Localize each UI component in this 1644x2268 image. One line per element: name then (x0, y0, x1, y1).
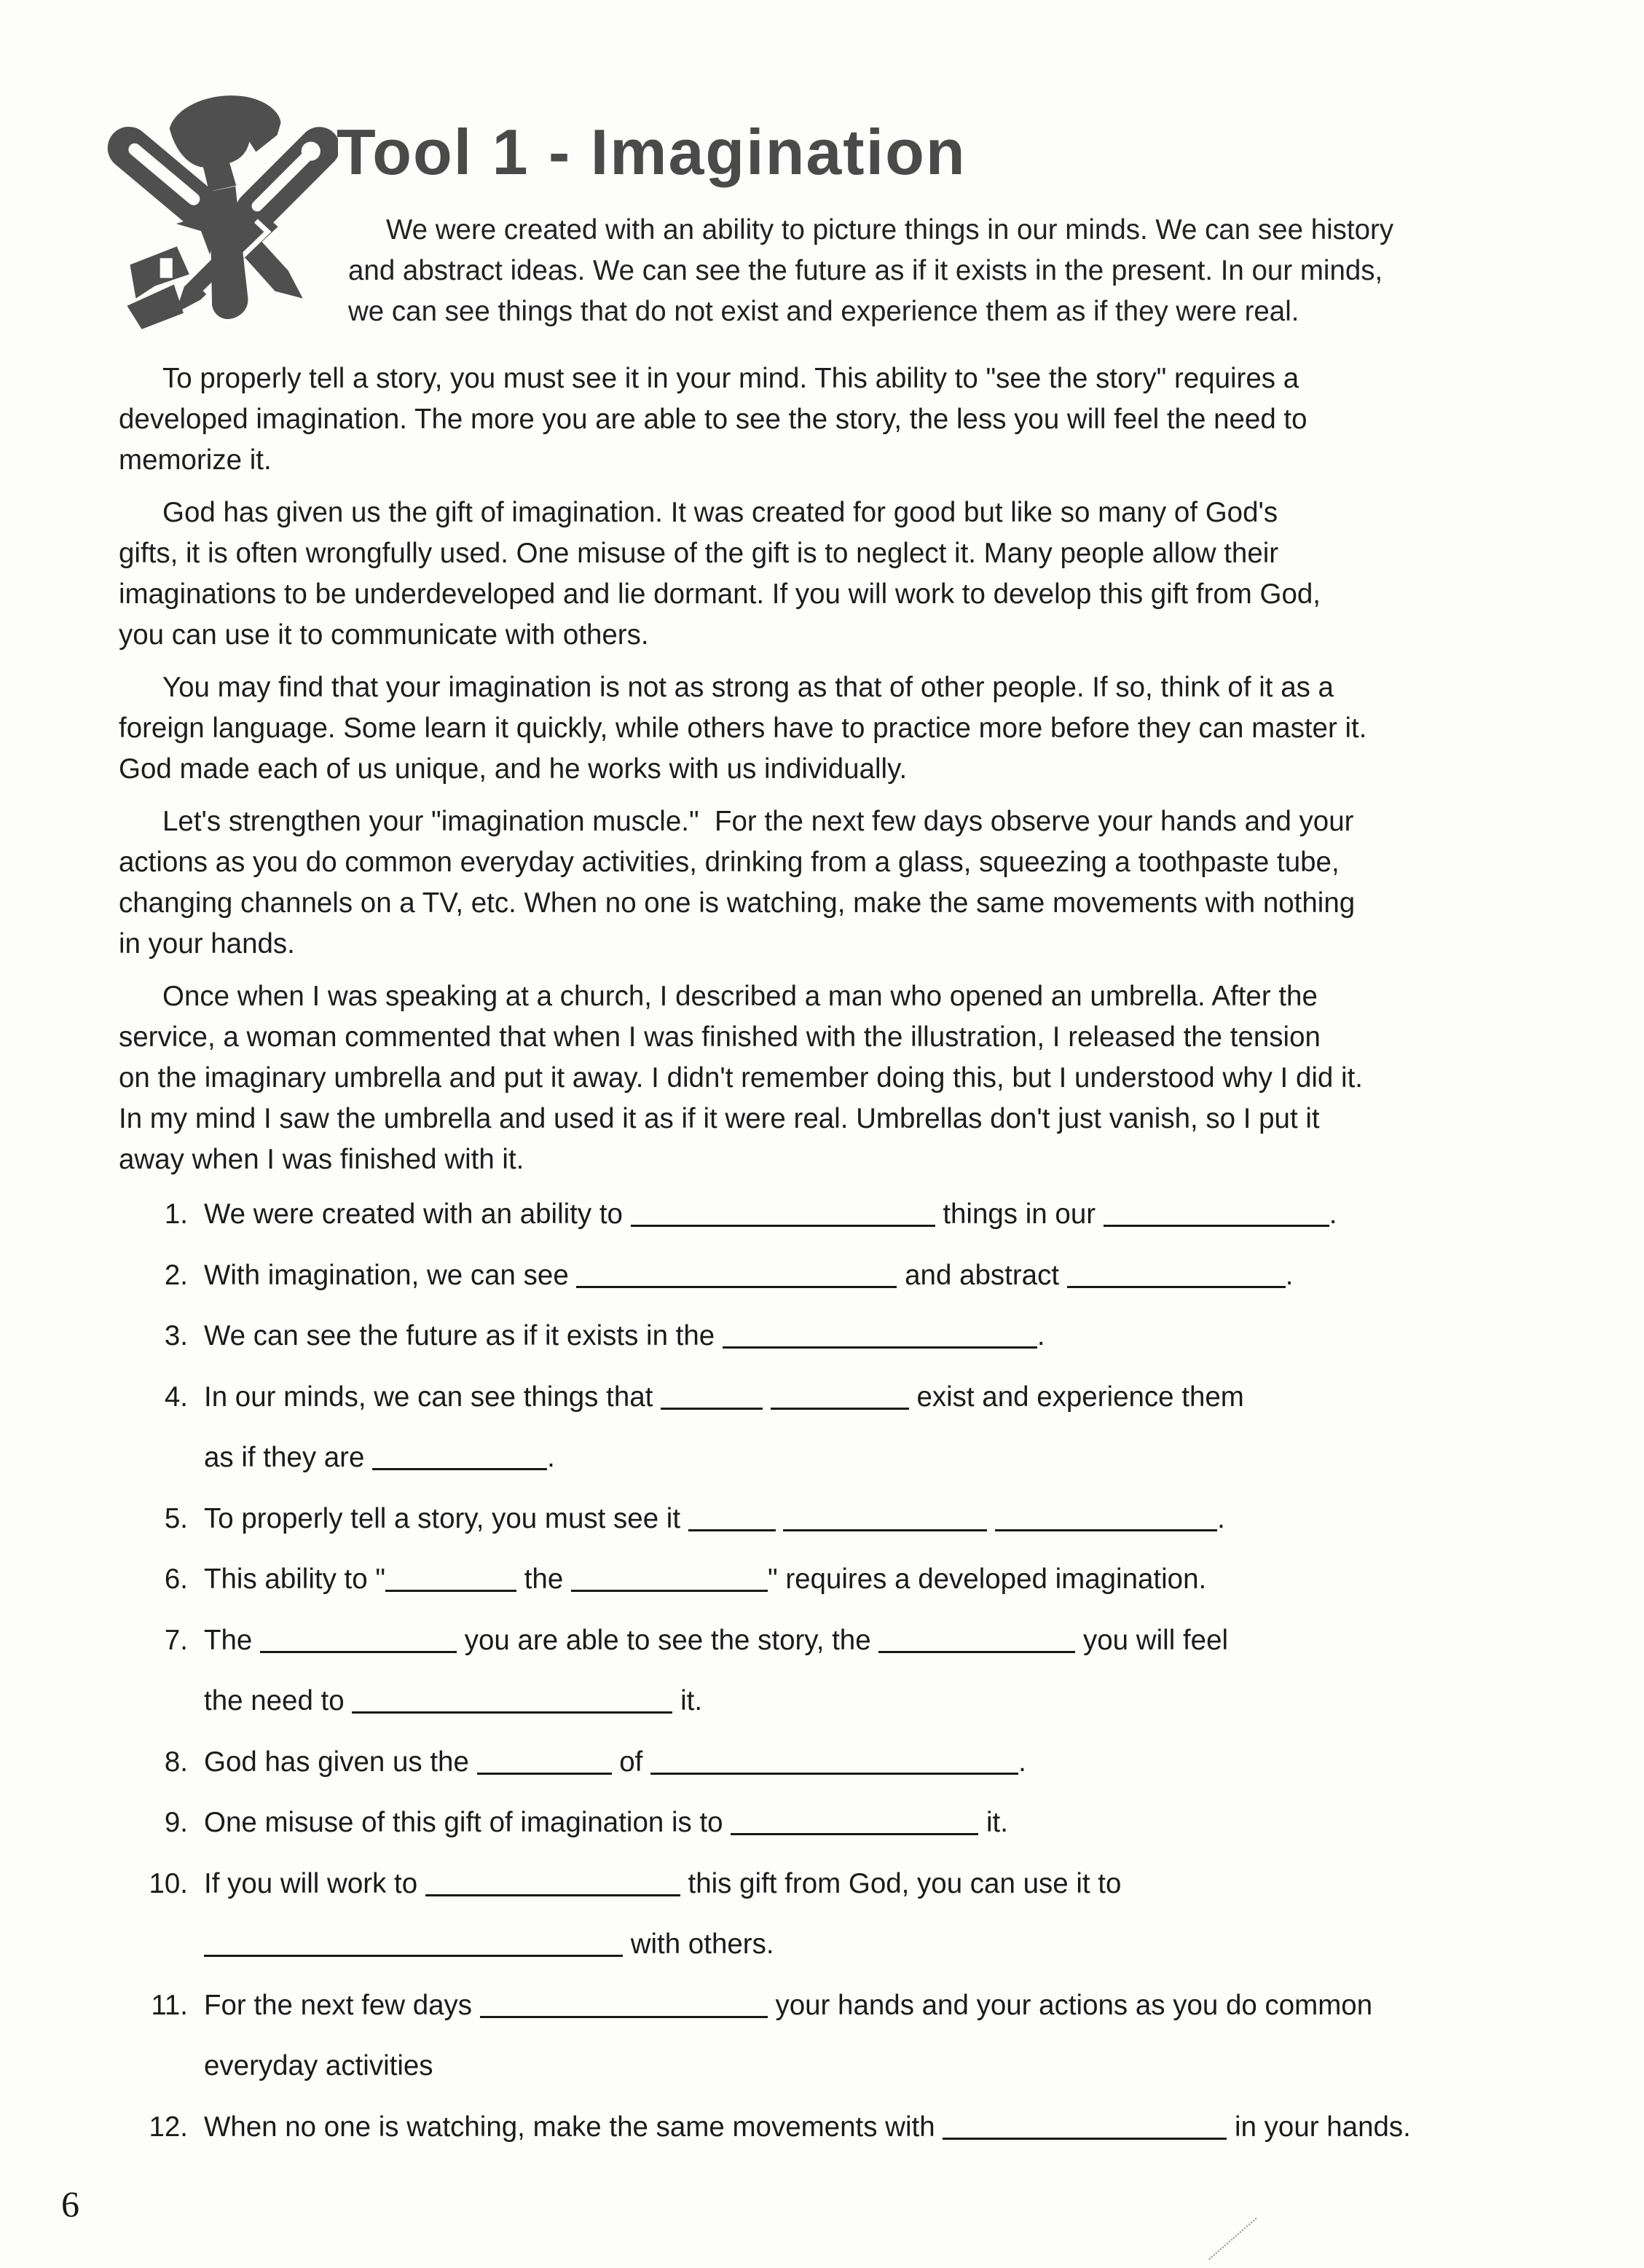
question-text-segment (776, 1503, 784, 1534)
blank-line (661, 1399, 763, 1410)
question-text-segment: and abstract (897, 1259, 1067, 1291)
blank-line (571, 1581, 768, 1592)
question-line (0, 2050, 1644, 2111)
question-line (0, 1198, 1644, 1260)
paragraph-line: In my mind I saw the umbrella and used it as if it were real. Umbrellas don't just vanish, so I put it (119, 1103, 1320, 1134)
paragraph-line: on the imaginary umbrella and put it away. I didn't remember doing this, but I understood why I did it. (119, 1062, 1363, 1094)
question-text-segment: this gift from God, you can use it to (680, 1867, 1122, 1899)
intro-line: we can see things that do not exist and experience them as if they were real. (348, 296, 1299, 327)
blank-line (477, 1764, 612, 1775)
question-text (204, 1990, 1372, 2022)
questions-list (0, 1198, 1644, 2172)
question-text-segment: To properly tell a story, you must see it (204, 1502, 688, 1534)
question-text-segment: This ability to " (204, 1563, 386, 1595)
paragraph-line: developed imagination. The more you are able to see the story, the less you will feel the need to (119, 404, 1307, 435)
question-number: 6. (164, 1563, 188, 1595)
question-text (204, 1928, 774, 1961)
question-text-segment: The (204, 1624, 261, 1656)
crossed-tools-icon (67, 80, 338, 344)
blank-line (260, 1642, 457, 1653)
question-number: 5. (164, 1502, 188, 1534)
question-line (0, 1563, 1644, 1625)
question-line (0, 1746, 1644, 1808)
question-text (204, 1442, 555, 1474)
paragraph-line: imaginations to be underdeveloped and lie dormant. If you will work to develop this gift from God, (119, 578, 1321, 610)
paragraph-line: gifts, it is often wrongfully used. One misuse of the gift is to neglect it. Many people allow their (119, 538, 1279, 569)
question-line (0, 1260, 1644, 1321)
question-number: 11. (151, 1989, 188, 2021)
question-text-segment: We can see the future as if it exists in the (204, 1320, 723, 1351)
question-line (0, 1625, 1644, 1686)
paragraph (119, 493, 1366, 656)
body-paragraphs (119, 358, 1366, 1192)
question-number: 4. (164, 1381, 188, 1413)
question-text-segment: In our minds, we can see things that (204, 1381, 661, 1413)
question-text-segment (763, 1381, 771, 1413)
blank-line (631, 1216, 935, 1227)
question-text-segment: the (516, 1563, 571, 1595)
question-line (0, 1381, 1644, 1443)
paragraph (119, 667, 1366, 790)
paragraph-line: To properly tell a story, you must see it in your mind. This ability to "see the story" requires a (162, 363, 1299, 394)
paragraph-line: God has given us the gift of imagination. It was created for good but like so many of God's (162, 497, 1278, 528)
question-text-segment: you will feel (1075, 1624, 1229, 1656)
question-text-segment: everyday activities (204, 2050, 433, 2081)
question-text-segment: exist and experience them (908, 1381, 1244, 1413)
blank-line (204, 1946, 623, 1957)
paragraph-line: memorize it. (119, 444, 272, 476)
question-text-segment: . (1329, 1198, 1337, 1230)
question-number: 12. (149, 2111, 188, 2143)
paragraph-line: away when I was finished with it. (119, 1144, 524, 1175)
question-text-segment: things in our (935, 1198, 1104, 1230)
paragraph-line: Let's strengthen your "imagination muscle." For the next few days observe your hands and your (162, 806, 1354, 837)
blank-line (1104, 1216, 1329, 1227)
intro-line: and abstract ideas. We can see the future as if it exists in the present. In our minds, (348, 255, 1383, 286)
blank-line (372, 1459, 547, 1470)
question-text-segment: . (1018, 1746, 1026, 1778)
paragraph-line: You may find that your imagination is not as strong as that of other people. If so, think of it as a (162, 672, 1334, 703)
question-text-segment: With imagination, we can see (204, 1259, 577, 1291)
question-text-segment: of (611, 1746, 651, 1778)
paragraph-line: changing channels on a TV, etc. When no one is watching, make the same movements with nothing (119, 887, 1356, 919)
blank-line (771, 1399, 909, 1410)
question-number: 10. (149, 1867, 188, 1899)
question-text-segment: . (547, 1442, 555, 1473)
question-text-segment: with others. (623, 1928, 774, 1960)
question-text-segment: God has given us the (204, 1746, 477, 1778)
question-text (204, 1685, 702, 1717)
paragraph (119, 358, 1366, 481)
question-line (0, 1442, 1644, 1503)
blank-line (576, 1277, 897, 1288)
blank-line (995, 1520, 1217, 1531)
question-number: 1. (164, 1198, 188, 1230)
question-text (204, 1807, 1008, 1839)
question-number: 7. (164, 1624, 188, 1656)
question-text (204, 1868, 1121, 1900)
blank-line (943, 2129, 1227, 2140)
intro-paragraph (348, 210, 1393, 332)
question-number: 9. (164, 1807, 188, 1838)
question-text-segment (987, 1503, 995, 1534)
intro-line: We were created with an ability to picture things in our minds. We can see history (386, 214, 1394, 246)
question-number: 8. (164, 1746, 188, 1778)
question-text-segment: it. (978, 1807, 1008, 1838)
blank-line (723, 1338, 1037, 1349)
question-text (204, 1381, 1244, 1413)
blank-line (731, 1824, 978, 1835)
paragraph (119, 801, 1366, 965)
question-text-segment: . (1285, 1259, 1294, 1291)
blank-line (385, 1581, 516, 1592)
question-text-segment: We were created with an ability to (204, 1198, 631, 1230)
paragraph-line: God made each of us unique, and he works with us individually. (119, 753, 908, 785)
blank-line (688, 1520, 776, 1531)
paragraph-line: Once when I was speaking at a church, I described a man who opened an umbrella. After the (162, 981, 1318, 1012)
question-line (0, 1320, 1644, 1381)
question-line (0, 1928, 1644, 1990)
question-text-segment: If you will work to (204, 1867, 425, 1899)
question-text (204, 1563, 1206, 1596)
blank-line (425, 1886, 680, 1896)
paragraph-line: you can use it to communicate with others. (119, 619, 649, 651)
question-line (0, 2111, 1644, 2173)
question-text-segment: you are able to see the story, the (457, 1624, 879, 1656)
question-text-segment: it. (672, 1685, 703, 1716)
question-text-segment: " requires a developed imagination. (767, 1563, 1207, 1595)
question-line (0, 1868, 1644, 1929)
blank-line (783, 1520, 987, 1531)
page-title: Tool 1 - Imagination (337, 116, 967, 188)
paragraph-line: in your hands. (119, 928, 295, 960)
question-text-segment: When no one is watching, make the same movements with (204, 2111, 943, 2143)
page-number: 6 (61, 2183, 79, 2224)
question-number: 2. (164, 1259, 188, 1291)
question-text (204, 1503, 1225, 1535)
question-line (0, 1990, 1644, 2051)
question-text-segment: For the next few days (204, 1989, 480, 2021)
blank-line (878, 1642, 1075, 1653)
question-text-segment: . (1217, 1502, 1225, 1534)
question-text (204, 1746, 1026, 1778)
blank-line (1067, 1277, 1286, 1288)
paragraph-line: foreign language. Some learn it quickly, while others have to practice more before they can master it. (119, 713, 1367, 744)
question-text (204, 1625, 1228, 1657)
scan-artifact-line (1208, 2218, 1256, 2260)
question-text (204, 2111, 1411, 2143)
paragraph-line: actions as you do common everyday activities, drinking from a glass, squeezing a toothpaste tube, (119, 847, 1340, 878)
question-text (204, 1260, 1293, 1292)
question-text (204, 1320, 1045, 1352)
question-number: 3. (164, 1320, 188, 1351)
question-line (0, 1685, 1644, 1746)
paragraph (119, 976, 1366, 1180)
question-text-segment: the need to (204, 1685, 353, 1716)
question-text-segment: One misuse of this gift of imagination is to (204, 1807, 731, 1838)
question-text-segment: in your hands. (1227, 2111, 1411, 2143)
blank-line (352, 1703, 672, 1714)
question-text-segment: . (1037, 1320, 1045, 1351)
question-text (204, 1198, 1337, 1231)
question-text-segment: your hands and your actions as you do common (767, 1989, 1373, 2021)
blank-line (480, 2007, 768, 2018)
question-text-segment: as if they are (204, 1442, 373, 1473)
question-line (0, 1503, 1644, 1564)
blank-line (650, 1764, 1018, 1775)
paragraph-line: service, a woman commented that when I was finished with the illustration, I released the tension (119, 1021, 1321, 1053)
question-text (204, 2050, 433, 2082)
question-line (0, 1807, 1644, 1868)
